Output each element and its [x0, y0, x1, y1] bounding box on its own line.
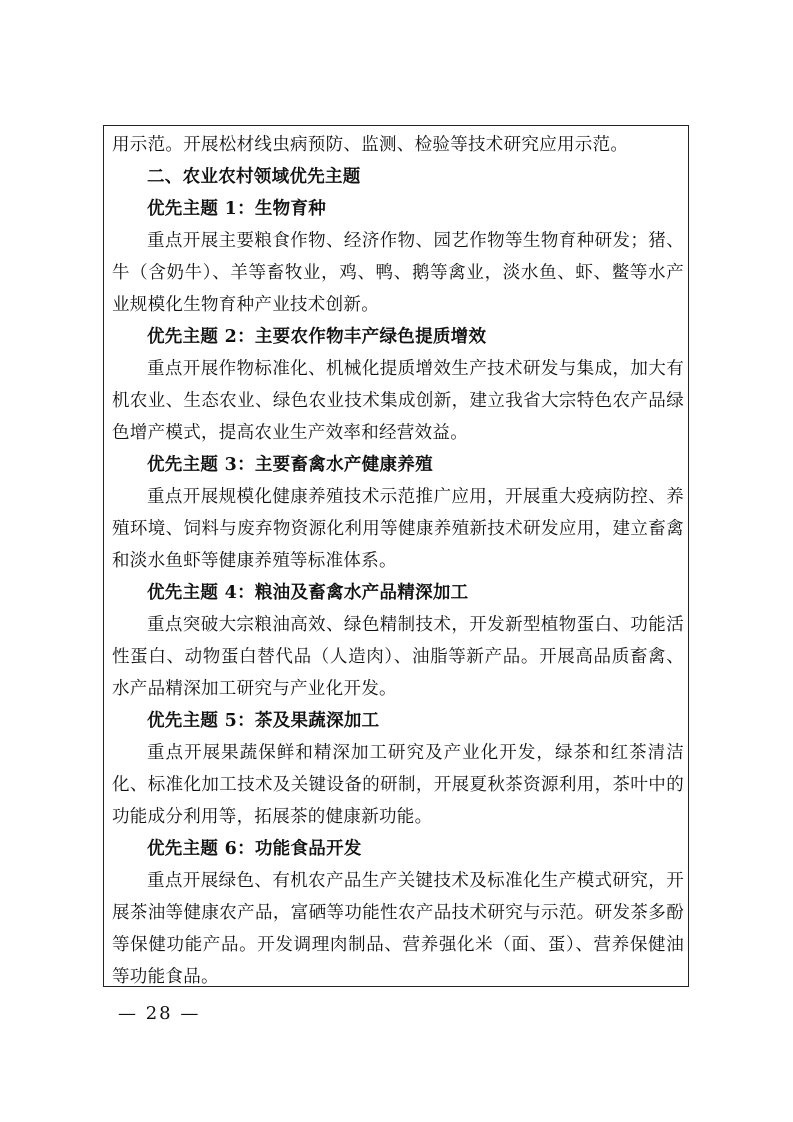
topic-title: 优先主题 5：茶及果蔬深加工: [147, 711, 380, 731]
topic-title: 优先主题 2：主要农作物丰产绿色提质增效: [147, 327, 487, 347]
topic-body: 重点开展规模化健康养殖技术示范推广应用，开展重大疫病防控、养殖环境、饲料与废弃物资源化利用等健康养殖新技术研发应用，建立畜禽和淡水鱼虾等健康养殖等标准体系。: [112, 487, 684, 571]
document-body: [112, 129, 684, 993]
topic-body: 重点开展作物标准化、机械化提质增效生产技术研发与集成，加大有机农业、生态农业、绿色农业技术集成创新，建立我省大宗特色农产品绿色增产模式，提高农业生产效率和经营效益。: [112, 359, 684, 443]
topic-body: 重点开展主要粮食作物、经济作物、园艺作物等生物育种研发；猪、牛（含奶牛）、羊等畜牧业，鸡、鸭、鹅等禽业，淡水鱼、虾、鳖等水产业规模化生物育种产业技术创新。: [112, 231, 684, 315]
topic-title: 优先主题 1：生物育种: [147, 199, 327, 219]
page-number: — 28 —: [118, 1003, 201, 1024]
topic-body: 重点开展果蔬保鲜和精深加工研究及产业化开发，绿茶和红茶清洁化、标准化加工技术及关键设备的研制，开展夏秋茶资源利用，茶叶中的功能成分利用等，拓展茶的健康新功能。: [112, 743, 684, 827]
topic-title: 优先主题 4：粮油及畜禽水产品精深加工: [147, 583, 469, 603]
section-title: 二、农业农村领域优先主题: [147, 167, 361, 187]
continuation-paragraph: 用示范。开展松材线虫病预防、监测、检验等技术研究应用示范。: [112, 135, 629, 155]
topic-title: 优先主题 6：功能食品开发: [147, 839, 362, 859]
topic-body: 重点开展绿色、有机农产品生产关键技术及标准化生产模式研究，开展茶油等健康农产品，富硒等功能性农产品技术研究与示范。研发茶多酚等保健功能产品。开发调理肉制品、营养强化米（面、蛋）、营养保健油等功能食品。: [112, 871, 684, 987]
topic-title: 优先主题 3：主要畜禽水产健康养殖: [147, 455, 433, 475]
topic-body: 重点突破大宗粮油高效、绿色精制技术，开发新型植物蛋白、功能活性蛋白、动物蛋白替代品（人造肉）、油脂等新产品。开展高品质畜禽、水产品精深加工研究与产业化开发。: [112, 615, 684, 699]
